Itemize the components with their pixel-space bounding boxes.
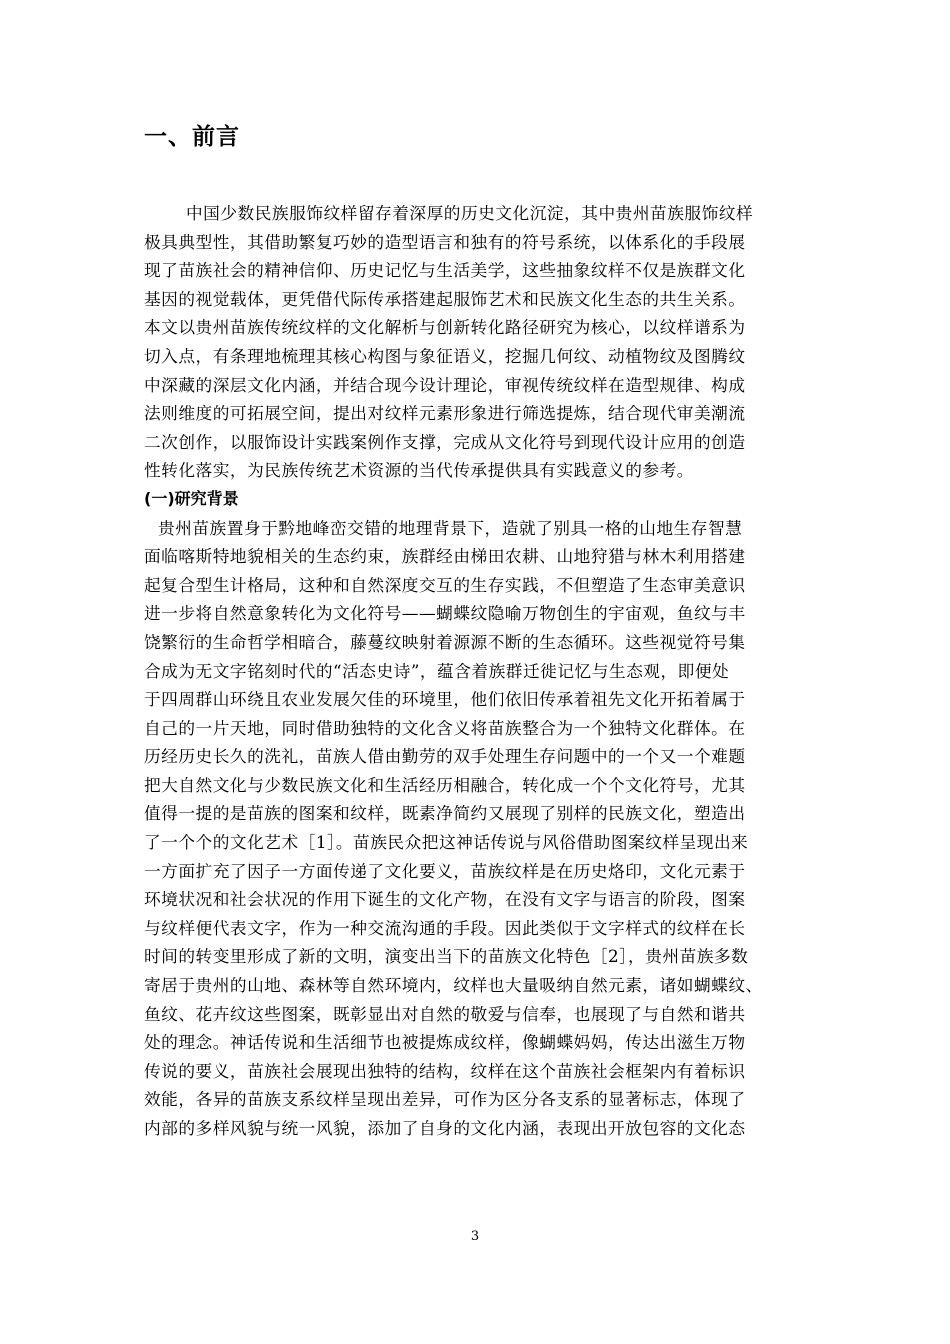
subsection-heading: (一)研究背景 — [144, 488, 239, 508]
background-line: 把大自然文化与少数民族文化和生活经历相融合，转化成一个个文化符号，尤其 — [144, 774, 746, 795]
page-number: 3 — [470, 1229, 480, 1244]
intro-line: 基因的视觉载体，更凭借代际传承搭建起服饰艺术和民族文化生态的共生关系。 — [144, 288, 746, 309]
background-line: 面临喀斯特地貌相关的生态约束，族群经由梯田农耕、山地狩猎与林木利用搭建 — [144, 546, 746, 567]
intro-line: 本文以贵州苗族传统纹样的文化解析与创新转化路径研究为核心，以纹样谱系为 — [144, 317, 746, 338]
intro-line: 极具典型性，其借助繁复巧妙的造型语言和独有的符号系统，以体系化的手段展 — [144, 231, 746, 252]
background-line: 自己的一片天地，同时借助独特的文化含义将苗族整合为一个独特文化群体。在 — [144, 717, 746, 738]
background-line: 贵州苗族置身于黔地峰峦交错的地理背景下，造就了别具一格的山地生存智慧 — [158, 517, 743, 538]
background-line: 环境状况和社会状况的作用下诞生的文化产物，在没有文字与语言的阶段，图案 — [144, 889, 746, 910]
background-line: 内部的多样风貌与统一风貌，添加了自身的文化内涵，表现出开放包容的文化态 — [144, 1118, 746, 1138]
background-line: 合成为无文字铭刻时代的“活态史诗”，蕴含着族群迁徙记忆与生态观，即便处 — [144, 660, 730, 681]
intro-line: 性转化落实，为民族传统艺术资源的当代传承提供具有实践意义的参考。 — [144, 460, 694, 481]
background-line: 时间的转变里形成了新的文明，演变出当下的苗族文化特色［2］，贵州苗族多数 — [144, 946, 749, 967]
background-line: 效能，各异的苗族支系纹样呈现出差异，可作为区分各支系的显著标志，体现了 — [144, 1089, 746, 1110]
background-line: 一方面扩充了因子一方面传递了文化要义，苗族纹样是在历史烙印，文化元素于 — [144, 860, 746, 881]
background-line: 鱼纹、花卉纹这些图案，既彰显出对自然的敬爱与信奉，也展现了与自然和谐共 — [144, 1003, 746, 1024]
intro-line: 切入点，有条理地梳理其核心构图与象征语义，挖掘几何纹、动植物纹及图腾纹 — [144, 345, 746, 366]
background-line: 历经历史长久的洗礼，苗族人借由勤劳的双手处理生存问题中的一个又一个难题 — [144, 746, 746, 767]
background-line: 进一步将自然意象转化为文化符号——蝴蝶纹隐喻万物创生的宇宙观，鱼纹与丰 — [144, 603, 746, 624]
intro-line: 中深藏的深层文化内涵，并结合现今设计理论，审视传统纹样在造型规律、构成 — [144, 374, 746, 395]
background-line: 于四周群山环绕且农业发展欠佳的环境里，他们依旧传承着祖先文化开拓着属于 — [144, 689, 746, 710]
section-heading: 一、前言 — [144, 124, 240, 150]
background-line: 了一个个的文化艺术［1］。苗族民众把这神话传说与风俗借助图案纹样呈现出来 — [144, 832, 749, 853]
background-line: 起复合型生计格局，这种和自然深度交互的生存实践，不但塑造了生态审美意识 — [144, 574, 746, 595]
intro-line: 二次创作，以服饰设计实践案例作支撑，完成从文化符号到现代设计应用的创造 — [144, 431, 746, 452]
intro-line: 法则维度的可拓展空间，提出对纹样元素形象进行筛选提炼，结合现代审美潮流 — [144, 403, 746, 424]
body-text — [144, 199, 824, 1143]
background-line: 传说的要义，苗族社会展现出独特的结构，纹样在这个苗族社会框架内有着标识 — [144, 1060, 746, 1081]
background-line: 与纹样便代表文字，作为一种交流沟通的手段。因此类似于文字样式的纹样在长 — [144, 917, 746, 938]
background-line: 饶繁衍的生命哲学相暗合，藤蔓纹映射着源源不断的生态循环。这些视觉符号集 — [144, 631, 746, 652]
intro-line: 中国少数民族服饰纹样留存着深厚的历史文化沉淀，其中贵州苗族服饰纹样 — [186, 203, 754, 223]
background-line: 寄居于贵州的山地、森林等自然环境内，纹样也大量吸纳自然元素，诸如蝴蝶纹、 — [144, 975, 763, 996]
background-line: 处的理念。神话传说和生活细节也被提炼成纹样，像蝴蝶妈妈，传达出滋生万物 — [144, 1032, 746, 1053]
background-line: 值得一提的是苗族的图案和纹样，既素净简约又展现了别样的民族文化，塑造出 — [144, 803, 746, 824]
intro-line: 现了苗族社会的精神信仰、历史记忆与生活美学，这些抽象纹样不仅是族群文化 — [144, 260, 746, 281]
